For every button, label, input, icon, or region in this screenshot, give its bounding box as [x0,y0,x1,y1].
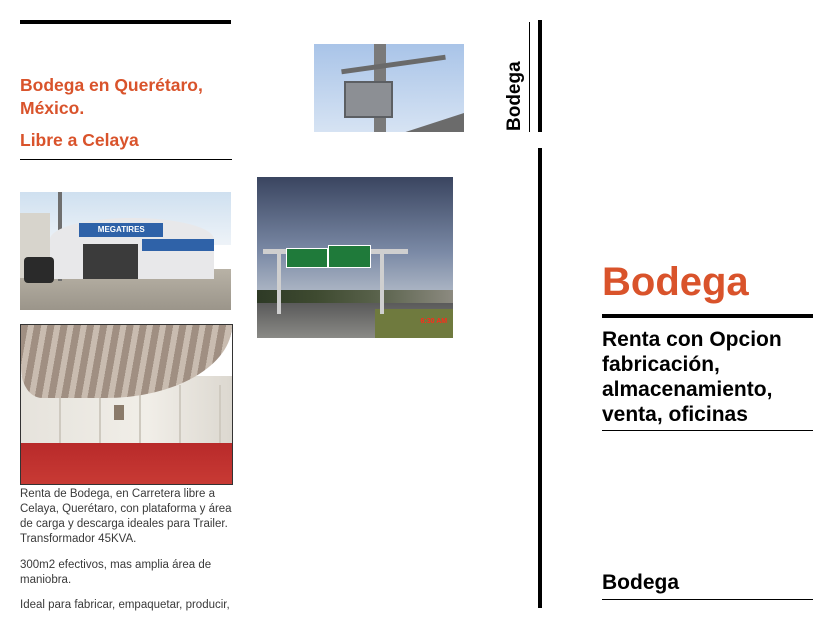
title-divider [602,314,813,318]
main-title: Bodega [602,260,749,304]
description-paragraph-2: 300m2 efectivos, mas amplia área de maniobra. [20,559,212,586]
description-paragraph-3: Ideal para fabricar, empaquetar, producir, [20,599,230,611]
subtitle-line-1: Renta con Opcion [602,328,782,351]
heading-line-1: Bodega en Querétaro, [20,75,203,95]
subtitle-line-4: venta, oficinas [602,403,748,426]
description-paragraph-1: Renta de Bodega, en Carretera libre a Celaya, Querétaro, con plataforma y área de carga y descarga ideales para Trailer. Transformador 45KVA. [20,488,232,545]
footer-divider [602,599,813,600]
warehouse-interior-photo [20,324,233,485]
vertical-rule-short [529,22,530,132]
subheading: Libre a Celaya [20,130,139,150]
subtitle-line-3: almacenamiento, [602,378,773,401]
subtitle-divider [602,430,813,431]
store-sign: MEGATIRES [79,223,163,237]
highway-sign-photo [257,177,453,338]
vertical-label: Bodega [504,61,525,131]
heading-line-2: México. [20,98,85,118]
store-photo [20,192,231,310]
subtitle-line-2: fabricación, [602,353,720,376]
transformer-photo [314,44,464,132]
photo-timestamp: 6:30 AM [420,318,448,326]
footer-title: Bodega [602,571,680,594]
top-rule-left [20,20,231,24]
vertical-rule-thick-top [538,20,542,132]
heading-divider [20,159,232,160]
vertical-rule-thick-bottom [538,148,542,608]
